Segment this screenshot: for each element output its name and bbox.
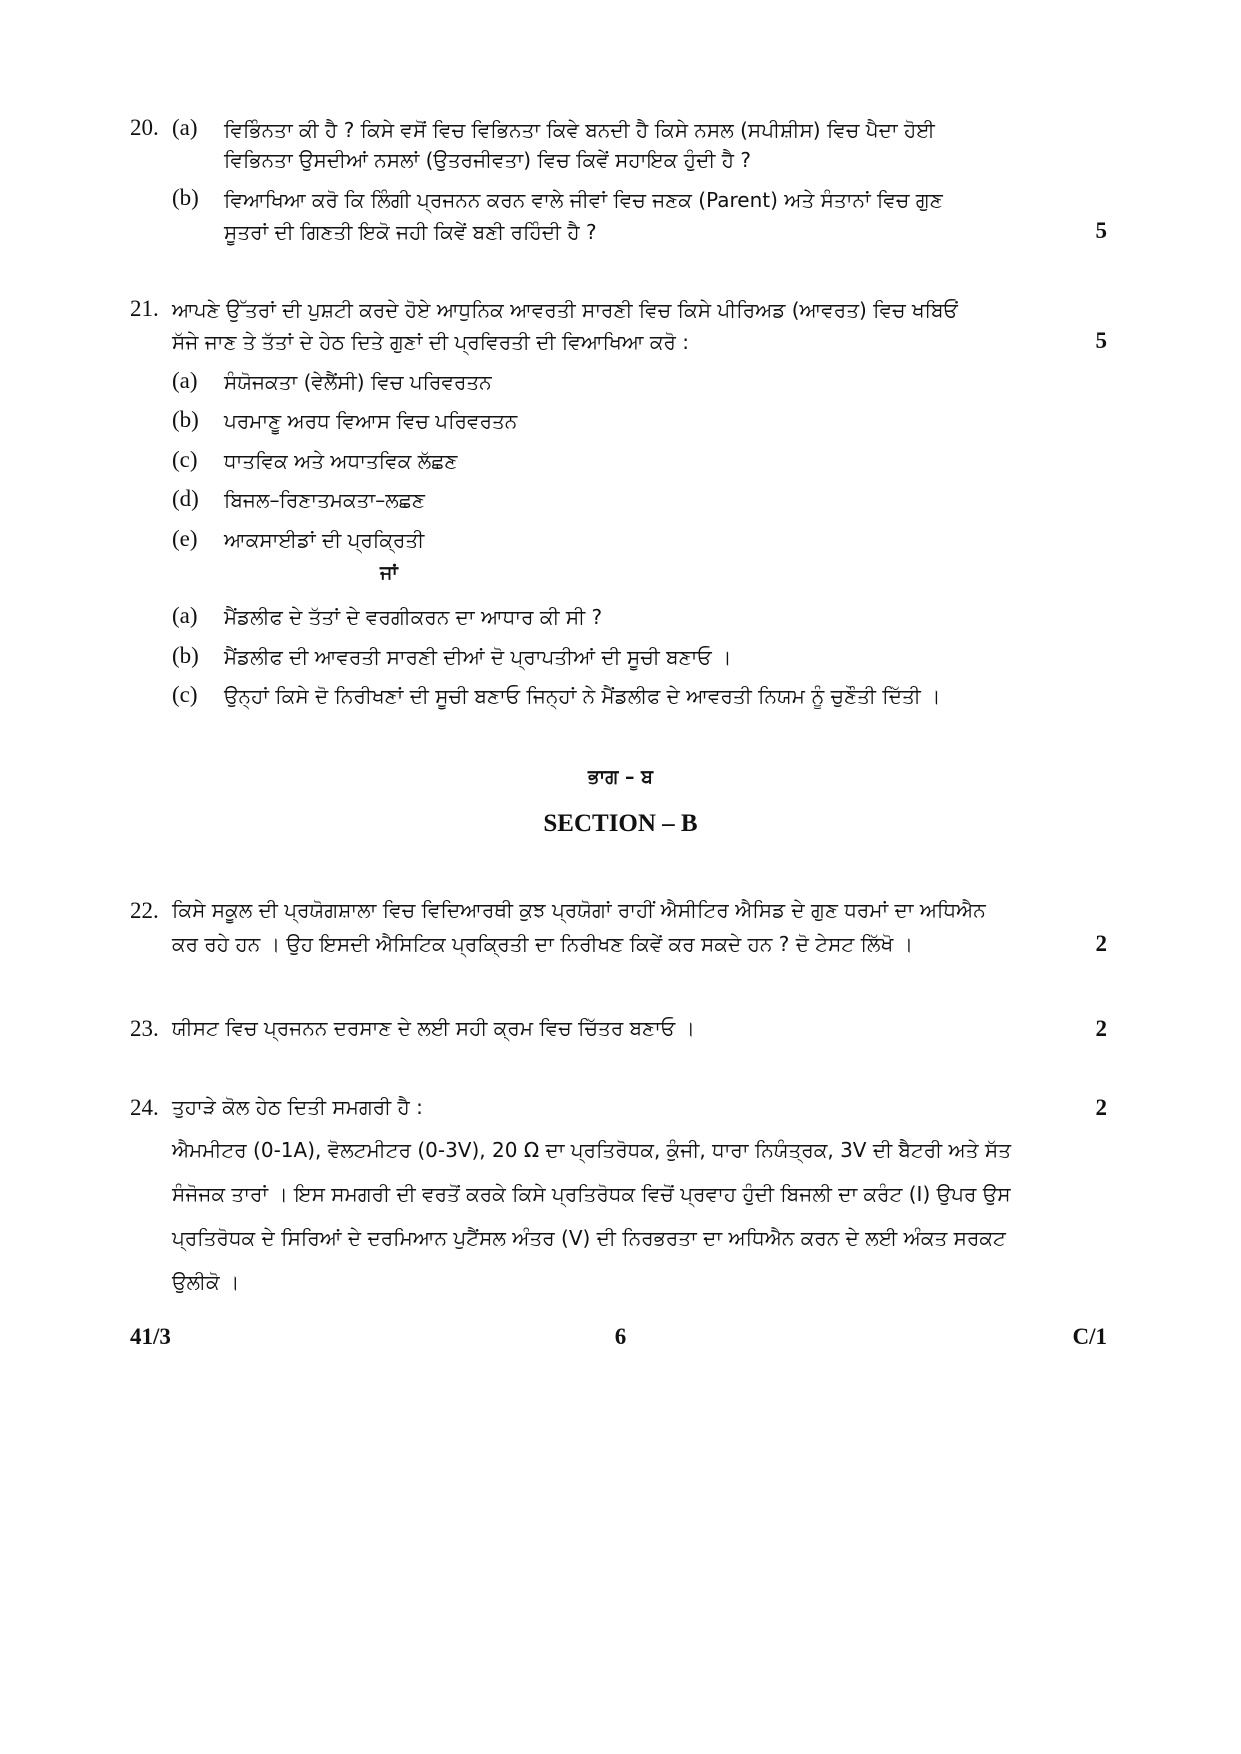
sub-question-label: (b) <box>172 643 199 668</box>
sub-question-text: ਉਨ੍ਹਾਂ ਕਿਸੇ ਦੋ ਨਿਰੀਖਣਾਂ ਦੀ ਸੂਚੀ ਬਣਾਓ ਜਿਨ੍ਹਾਂ ਨੇ ਮੈਂਡਲੀਫ ਦੇ ਆਵਰਤੀ ਨਿਯਮ ਨੂੰ ਚੁਣੌਤੀ ਦਿੱਤੀ । <box>224 684 941 708</box>
question-text-line: ਵਿਭਿੰਨਤਾ ਕੀ ਹੈ ? ਕਿਸੇ ਵਸੋਂ ਵਿਚ ਵਿਭਿਨਤਾ ਕਿਵੇ ਬਨਦੀ ਹੈ ਕਿਸੇ ਨਸਲ (ਸਪੀਸ਼ੀਸ) ਵਿਚ ਪੈਦਾ ਹੋਈ <box>224 118 935 142</box>
question-number: 21. <box>130 296 159 321</box>
sub-question-label: (a) <box>172 368 198 393</box>
question-text-line: ਯੀਸਟ ਵਿਚ ਪ੍ਰਜਨਨ ਦਰਸਾਣ ਦੇ ਲਈ ਸਹੀ ਕ੍ਰਮ ਵਿਚ ਚਿੱਤਰ ਬਣਾਓ । <box>172 1016 695 1040</box>
footer-set: C/1 <box>1072 1324 1107 1349</box>
question-number: 23. <box>130 1016 159 1041</box>
page-number: 6 <box>614 1324 627 1349</box>
sub-question-label: (b) <box>172 185 199 210</box>
question-text-line: ਤੁਹਾੜੇ ਕੋਲ ਹੇਠ ਦਿਤੀ ਸਮਗਰੀ ਹੈ : <box>172 1095 423 1119</box>
question-marks: 5 <box>1095 218 1107 243</box>
question-text-line: ਸੱਜੇ ਜਾਣ ਤੇ ਤੱਤਾਂ ਦੇ ਹੇਠ ਦਿਤੇ ਗੁਣਾਂ ਦੀ ਪ੍ਰਵਿਰਤੀ ਦੀ ਵਿਆਖਿਆ ਕਰੋ : <box>172 330 690 354</box>
sub-question-text: ਪਰਮਾਣੂ ਅਰਧ ਵਿਆਸ ਵਿਚ ਪਰਿਵਰਤਨ <box>224 409 518 433</box>
footer-code: 41/3 <box>130 1324 171 1349</box>
sub-question-label: (e) <box>172 526 198 551</box>
question-text-line: ਆਪਣੇ ਉੱਤਰਾਂ ਦੀ ਪੁਸ਼ਟੀ ਕਰਦੇ ਹੋਏ ਆਧੁਨਿਕ ਆਵਰਤੀ ਸਾਰਣੀ ਵਿਚ ਕਿਸੇ ਪੀਰਿਅਡ (ਆਵਰਤ) ਵਿਚ ਖਬਿਓਂ <box>172 298 958 322</box>
sub-question-text: ਆਕਸਾਈਡਾਂ ਦੀ ਪ੍ਰਕ੍ਰਿਤੀ <box>224 528 425 552</box>
sub-question-label: (b) <box>172 407 199 432</box>
question-text-line: ਕਰ ਰਹੇ ਹਨ । ਉਹ ਇਸਦੀ ਐਸਿਟਿਕ ਪ੍ਰਕ੍ਰਿਤੀ ਦਾ ਨਿਰੀਖਣ ਕਿਵੇਂ ਕਰ ਸਕਦੇ ਹਨ ? ਦੋ ਟੇਸਟ ਲਿੱਖੋ । <box>172 932 914 956</box>
section-heading-english: SECTION – B <box>543 810 698 837</box>
sub-question-label: (c) <box>172 447 198 472</box>
question-marks: 2 <box>1095 1095 1107 1120</box>
sub-question-label: (c) <box>172 682 198 707</box>
sub-question-text: ਸੰਯੋਜਕਤਾ (ਵੇਲੈਂਸੀ) ਵਿਚ ਪਰਿਵਰਤਨ <box>224 370 492 394</box>
or-separator: ਜਾਂ <box>380 562 398 584</box>
question-text-line: ਵਿਭਿਨਤਾ ਉਸਦੀਆਂ ਨਸਲਾਂ (ਉਤਰਜੀਵਤਾ) ਵਿਚ ਕਿਵੇਂ ਸਹਾਇਕ ਹੁੰਦੀ ਹੈ ? <box>224 148 751 172</box>
sub-question-text: ਮੈਂਡਲੀਫ ਦੇ ਤੱਤਾਂ ਦੇ ਵਰਗੀਕਰਨ ਦਾ ਆਧਾਰ ਕੀ ਸੀ ? <box>224 605 603 629</box>
sub-question-text: ਧਾਤਵਿਕ ਅਤੇ ਅਧਾਤਵਿਕ ਲੱਛਣ <box>224 449 458 473</box>
section-heading-punjabi: ਭਾਗ – ਬ <box>588 766 653 788</box>
question-text-line: ਵਿਆਖਿਆ ਕਰੋ ਕਿ ਲਿੰਗੀ ਪ੍ਰਜਨਨ ਕਰਨ ਵਾਲੇ ਜੀਵਾਂ ਵਿਚ ਜਣਕ (Parent) ਅਤੇ ਸੰਤਾਨਾਂ ਵਿਚ ਗੁਣ <box>224 188 943 212</box>
sub-question-label: (a) <box>172 115 198 140</box>
question-number: 20. <box>130 115 159 140</box>
question-text-line: ਕਿਸੇ ਸਕੂਲ ਦੀ ਪ੍ਰਯੋਗਸ਼ਾਲਾ ਵਿਚ ਵਿਦਿਆਰਥੀ ਕੁਝ ਪ੍ਰਯੋਗਾਂ ਰਾਹੀਂ ਐਸੀਟਿਰ ਐਸਿਡ ਦੇ ਗੁਣ ਧਰਮਾਂ ਦਾ ਅਧਿਐਨ <box>172 898 986 922</box>
question-body: ਐਮਮੀਟਰ (0-1A), ਵੋਲਟਮੀਟਰ (0-3V), 20 Ω ਦਾ ਪ੍ਰਤਿਰੋਧਕ, ਕੁੰਜੀ, ਧਾਰਾ ਨਿਯੰਤ੍ਰਕ, 3V ਦੀ ਬੈਟਰੀ ਅਤੇ ਸੱਤ ਸੰਜੋਜਕ ਤਾਰਾਂ । ਇਸ ਸਮਗਰੀ ਦੀ ਵਰਤੋਂ ਕਰਕੇ ਕਿਸੇ ਪ੍ਰਤਿਰੋਧਕ ਵਿਚੋਂ ਪ੍ਰਵਾਹ ਹੁੰਦੀ ਬਿਜਲੀ ਦਾ ਕਰੰਟ (I) ਉਪਰ ਉਸ ਪ੍ਰਤਿਰੋਧਕ ਦੇ ਸਿਰਿਆਂ ਦੇ ਦਰਮਿਆਨ ਪੁਟੈਂਸਲ ਅੰਤਰ (V) ਦੀ ਨਿਰਭਰਤਾ ਦਾ ਅਧਿਐਨ ਕਰਨ ਦੇ ਲਈ ਅੰਕਤ ਸਰਕਟ ਉਲੀਕੋ । <box>172 1138 1012 1294</box>
question-text-line: ਸੂਤਰਾਂ ਦੀ ਗਿਣਤੀ ਇਕੋ ਜਹੀ ਕਿਵੇਂ ਬਣੀ ਰਹਿੰਦੀ ਹੈ ? <box>224 220 597 244</box>
sub-question-text: ਮੈਂਡਲੀਫ ਦੀ ਆਵਰਤੀ ਸਾਰਣੀ ਦੀਆਂ ਦੋ ਪ੍ਰਾਪਤੀਆਂ ਦੀ ਸੂਚੀ ਬਣਾਓ । <box>224 645 732 669</box>
sub-question-text: ਬਿਜਲ–ਰਿਣਾਤਮਕਤਾ–ਲਛਣ <box>224 488 425 512</box>
sub-question-label: (a) <box>172 603 198 628</box>
question-marks: 2 <box>1095 931 1107 956</box>
sub-question-label: (d) <box>172 486 199 511</box>
question-marks: 2 <box>1095 1016 1107 1041</box>
question-number: 22. <box>130 898 159 923</box>
question-number: 24. <box>130 1095 159 1120</box>
question-marks: 5 <box>1095 328 1107 353</box>
